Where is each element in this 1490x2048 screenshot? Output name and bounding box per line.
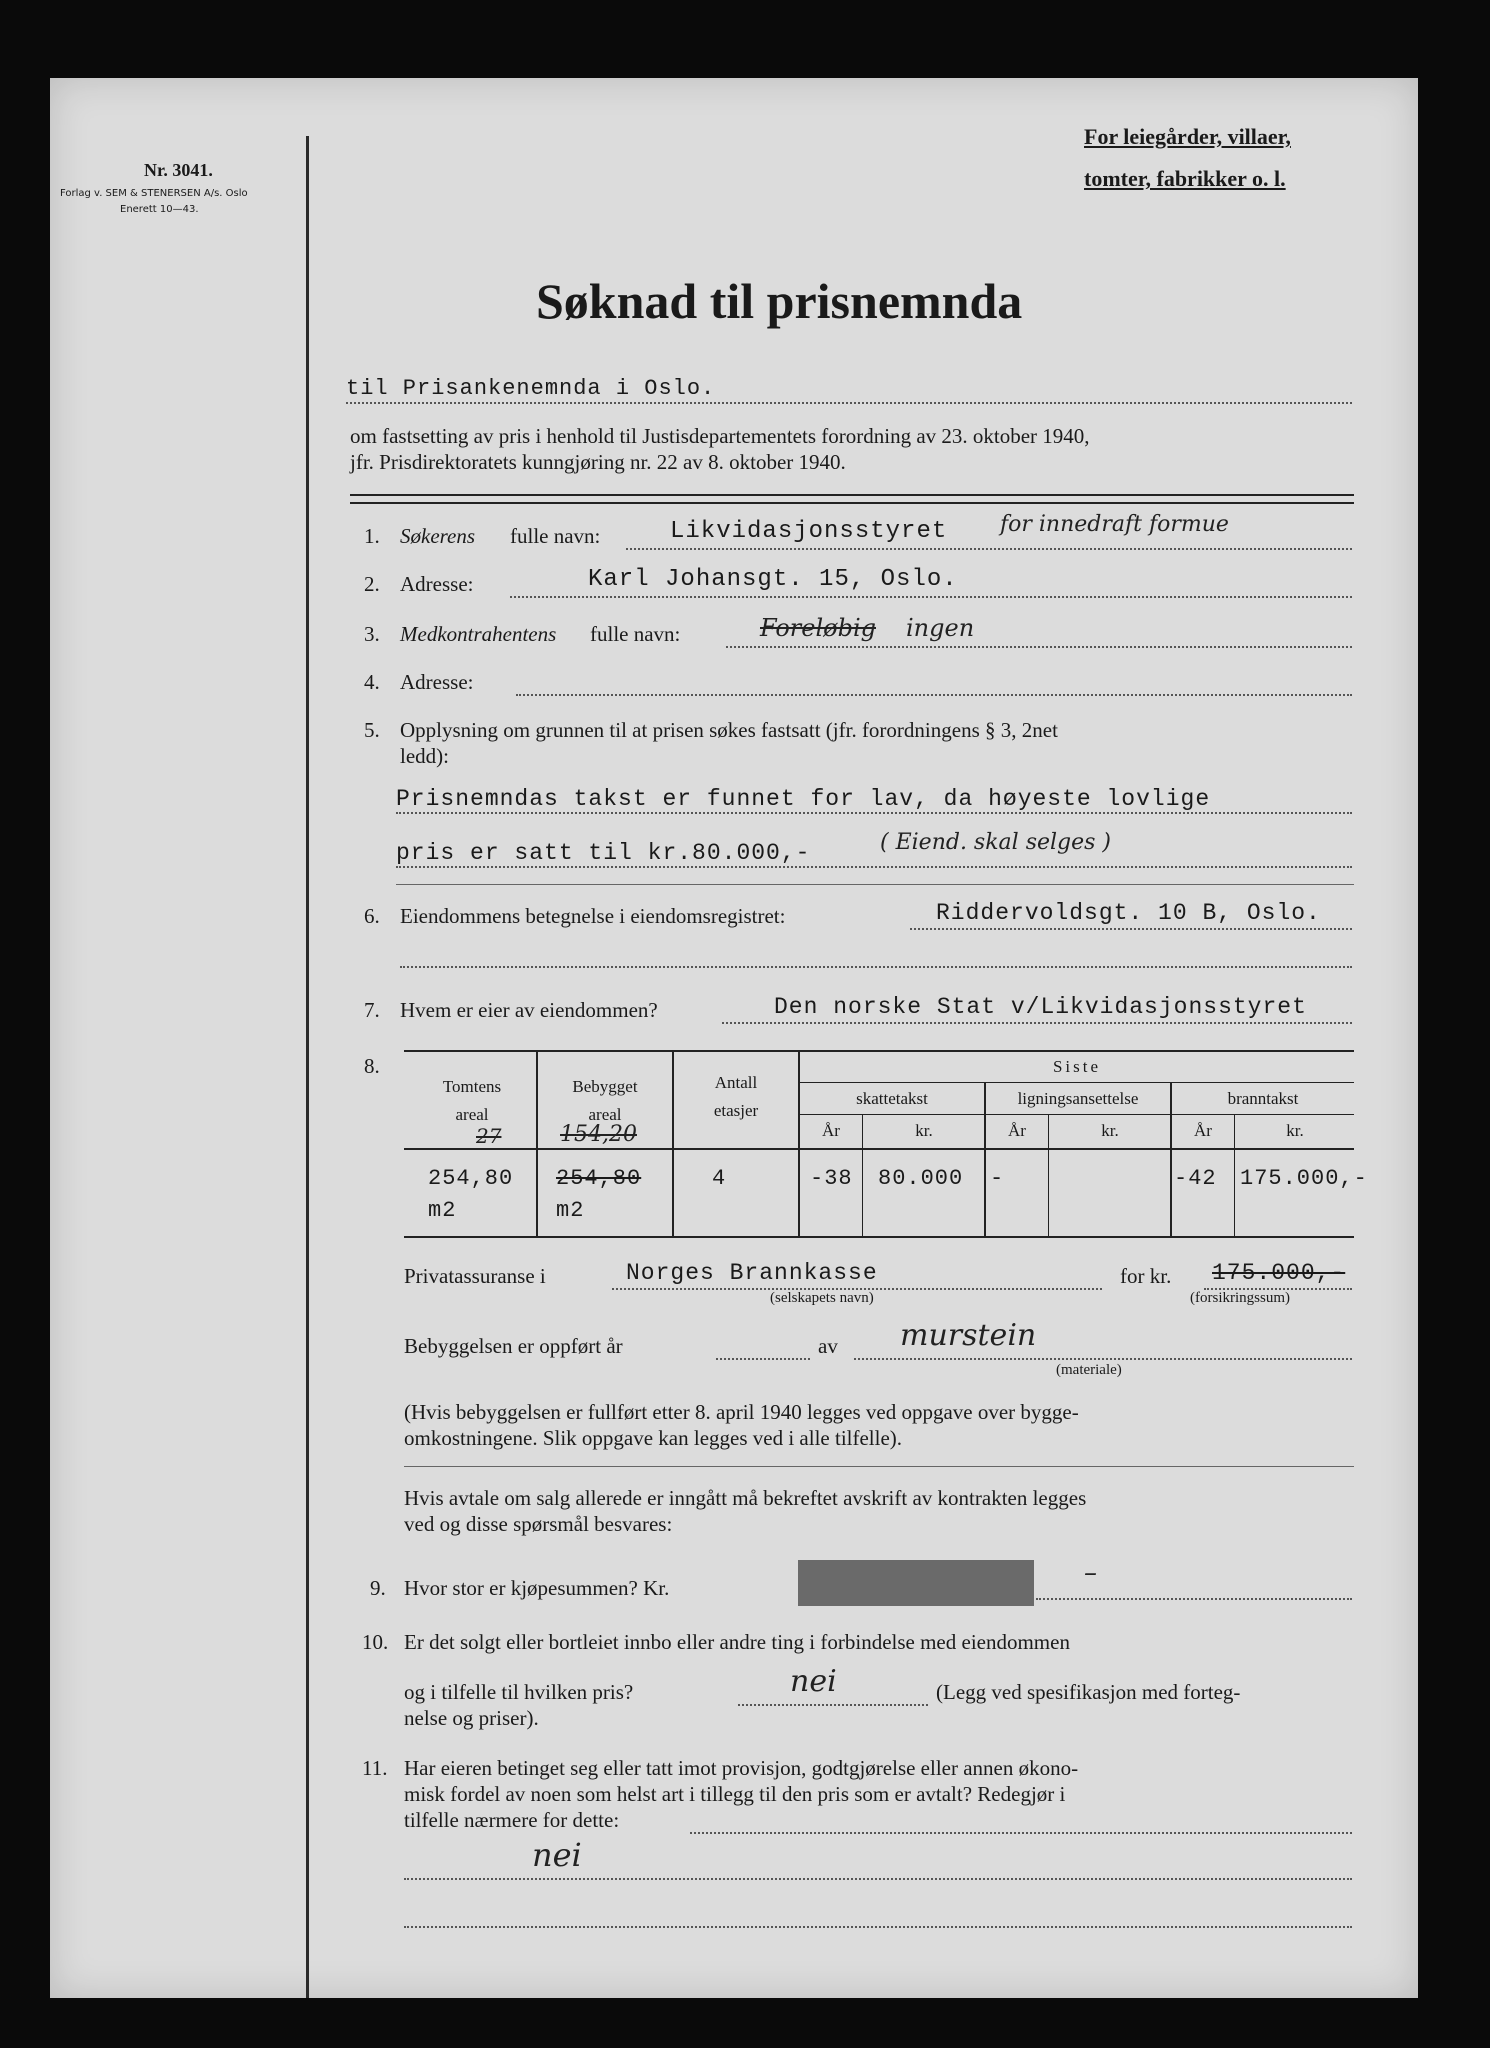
q10-line-3: nelse og priser). xyxy=(404,1706,539,1730)
sale-intro-2: ved og disse spørsmål besvares: xyxy=(404,1512,673,1536)
hand-tomt: 27 xyxy=(476,1124,502,1148)
q11-line-3: tilfelle nærmere for dette: xyxy=(404,1808,620,1832)
q10-num: 10. xyxy=(362,1630,389,1654)
cell-lign-ar: - xyxy=(990,1166,1005,1191)
q10-line-2a: og i tilfelle til hvilken pris? xyxy=(404,1680,634,1704)
cell-beb-2: m2 xyxy=(556,1198,585,1223)
note-line-1: (Hvis bebyggelsen er fullført etter 8. april 1940 legges ved oppgave over bygge- xyxy=(404,1400,1079,1424)
cell-skatt-ar: -38 xyxy=(810,1166,853,1191)
q5-value-2: pris er satt til kr.80.000,- xyxy=(396,840,811,866)
intro-line-2: jfr. Prisdirektoratets kunngjøring nr. 22 av 8. oktober 1940. xyxy=(350,450,846,474)
q1-label-a: Søkerens xyxy=(400,524,476,548)
margin-rule xyxy=(306,136,309,1998)
th-ligning: ligningsansettelse xyxy=(1017,1089,1139,1108)
q8-num: 8. xyxy=(364,1054,380,1078)
cell-tomt-2: m2 xyxy=(428,1198,457,1223)
q11-handwritten: nei xyxy=(532,1836,582,1874)
insurance-company-caption: (selskapets navn) xyxy=(770,1290,874,1306)
form-number: Nr. 3041. xyxy=(144,160,213,180)
th-antall-2: etasjer xyxy=(713,1101,759,1120)
q6-label: Eiendommens betegnelse i eiendomsregistret: xyxy=(400,904,786,928)
q1-handwritten: for innedraft formue xyxy=(1000,512,1229,537)
q11-line-2: misk fordel av noen som helst art i tillegg til den pris som er avtalt? Redegjør i xyxy=(404,1782,1066,1806)
q2-label: Adresse: xyxy=(400,572,474,596)
th-skatt: skattetakst xyxy=(856,1089,928,1108)
q7-num: 7. xyxy=(364,998,380,1022)
recipient: til Prisankenemnda i Oslo. xyxy=(346,376,716,401)
intro-line-1: om fastsetting av pris i henhold til Justisdepartementets forordning av 23. oktober 1940, xyxy=(350,424,1090,448)
th-brann-kr: kr. xyxy=(1286,1121,1304,1140)
q2-num: 2. xyxy=(364,572,380,596)
form-page xyxy=(50,78,1418,1998)
q4-label: Adresse: xyxy=(400,670,474,694)
q10-line-1: Er det solgt eller bortleiet innbo eller andre ting i forbindelse med eiendommen xyxy=(404,1630,1070,1654)
q5-num: 5. xyxy=(364,718,380,742)
q7-label: Hvem er eier av eiendommen? xyxy=(400,998,658,1022)
q10-handwritten: nei xyxy=(790,1664,837,1699)
th-tomt-2: areal xyxy=(455,1105,489,1124)
q11-num: 11. xyxy=(362,1756,388,1780)
header-note-1: For leiegårder, villaer, xyxy=(1084,124,1291,149)
q2-value: Karl Johansgt. 15, Oslo. xyxy=(588,566,958,593)
insurance-sum-caption: (forsikringssum) xyxy=(1190,1290,1290,1306)
q1-num: 1. xyxy=(364,524,380,548)
q6-num: 6. xyxy=(364,904,380,928)
cell-brann-kr: 175.000,- xyxy=(1240,1166,1368,1191)
printer-line-1: Forlag v. SEM & STENERSEN A/s. Oslo xyxy=(60,188,248,199)
sale-intro-1: Hvis avtale om salg allerede er inngått må bekreftet avskrift av kontrakten legges xyxy=(404,1486,1087,1510)
q3-struck: Foreløbig xyxy=(760,614,876,642)
insurance-company: Norges Brannkasse xyxy=(626,1260,878,1286)
th-antall-1: Antall xyxy=(714,1073,758,1092)
cell-tomt-1: 254,80 xyxy=(428,1166,514,1191)
insurance-sum: 175.000,- xyxy=(1212,1260,1346,1286)
th-skatt-kr: kr. xyxy=(915,1121,933,1140)
built-av: av xyxy=(818,1334,838,1358)
hand-beb: 154,20 xyxy=(560,1122,637,1147)
q5-value-1: Prisnemndas takst er funnet for lav, da høyeste lovlige xyxy=(396,786,1211,812)
th-siste: Siste xyxy=(1052,1057,1102,1076)
q3-num: 3. xyxy=(364,622,380,646)
q3-handwritten: ingen xyxy=(906,614,975,642)
q9-label: Hvor stor er kjøpesummen? Kr. xyxy=(404,1576,670,1600)
insurance-for-kr: for kr. xyxy=(1120,1264,1172,1288)
q1-value: Likvidasjonsstyret xyxy=(670,518,948,545)
q7-value: Den norske Stat v/Likvidasjonsstyret xyxy=(774,994,1307,1020)
header-note-2: tomter, fabrikker o. l. xyxy=(1084,166,1286,191)
cell-skatt-kr: 80.000 xyxy=(878,1166,964,1191)
built-label: Bebyggelsen er oppført år xyxy=(404,1334,623,1358)
th-brann-ar: År xyxy=(1194,1121,1212,1140)
printer-line-2: Enerett 10—43. xyxy=(120,204,199,215)
note-line-2: omkostningene. Slik oppgave kan legges ved i alle tilfelle). xyxy=(404,1426,903,1450)
page-title: Søknad til prisnemnda xyxy=(536,273,1023,329)
q3-label-a: Medkontrahentens xyxy=(400,622,557,646)
q5-label-2: ledd): xyxy=(400,744,449,768)
redaction-block xyxy=(798,1560,1034,1606)
q10-line-2b: (Legg ved spesifikasjon med forteg- xyxy=(936,1680,1241,1704)
th-lign-kr: kr. xyxy=(1101,1121,1119,1140)
cell-brann-ar: -42 xyxy=(1174,1166,1217,1191)
th-beb-1: Bebygget xyxy=(572,1077,638,1096)
cell-beb-1: 254,80 xyxy=(556,1166,642,1191)
q11-line-1: Har eieren betinget seg eller tatt imot provisjon, godtgjørelse eller annen økono- xyxy=(404,1756,1079,1780)
th-lign-ar: År xyxy=(1008,1121,1026,1140)
q3-label-b: fulle navn: xyxy=(590,622,681,646)
q1-label-b: fulle navn: xyxy=(510,524,601,548)
q6-value: Riddervoldsgt. 10 B, Oslo. xyxy=(936,900,1321,926)
th-beb-2: areal xyxy=(588,1105,622,1124)
q4-num: 4. xyxy=(364,670,380,694)
q5-label-1: Opplysning om grunnen til at prisen søkes fastsatt (jfr. forordningens § 3, 2net xyxy=(400,718,1058,742)
cell-etasjer: 4 xyxy=(712,1166,727,1191)
th-skatt-ar: År xyxy=(822,1121,840,1140)
th-brann: branntakst xyxy=(1227,1089,1299,1108)
q9-num: 9. xyxy=(370,1576,386,1600)
material-caption: (materiale) xyxy=(1056,1362,1122,1378)
q5-handwritten: ( Eiend. skal selges ) xyxy=(880,830,1112,855)
insurance-label: Privatassuranse i xyxy=(404,1264,546,1288)
material-handwritten: murstein xyxy=(900,1318,1037,1353)
q9-handwritten: – xyxy=(1084,1558,1097,1588)
th-tomt-1: Tomtens xyxy=(442,1077,502,1096)
